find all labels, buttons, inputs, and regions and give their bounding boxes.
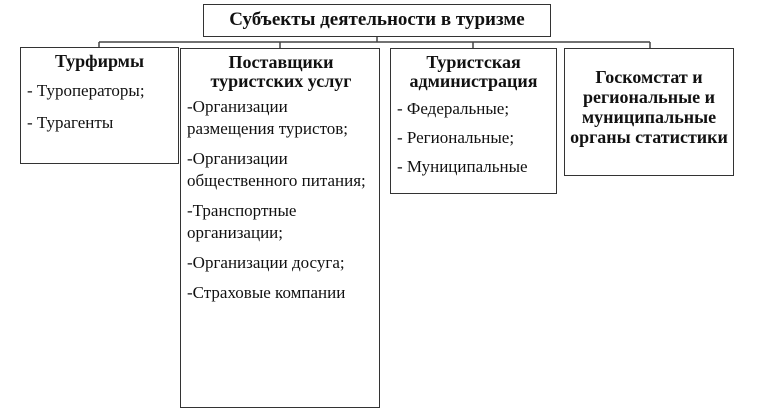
diagram-title: Субъекты деятельности в туризме [203,4,551,37]
list-item: -Организации общественного питания; [187,149,366,190]
column-box-goskomstat [564,48,734,176]
column-heading: Госкомстат и региональные и муниципальные органы статистики [570,67,728,147]
list-item: - Турагенты [27,113,114,132]
item-list [27,80,172,133]
column-heading: Турфирмы [55,51,144,71]
column-heading: Туристская администрация [409,52,538,91]
column-box-turfirmy [20,47,179,164]
column-box-admin [390,48,557,194]
list-item: - Муниципальные [397,157,528,176]
list-item: -Организации досуга; [187,253,345,272]
item-list [187,96,375,304]
column-heading: Поставщики туристских услуг [210,52,352,91]
list-item: -Транспортные организации; [187,201,297,242]
column-box-suppliers [180,48,380,408]
list-item: - Туроператоры; [27,81,145,100]
list-item: -Организации размещения туристов; [187,97,349,138]
list-item: - Федеральные; [397,99,510,118]
item-list [397,99,550,176]
list-item: - Региональные; [397,128,515,147]
list-item: -Страховые компании [187,283,346,302]
